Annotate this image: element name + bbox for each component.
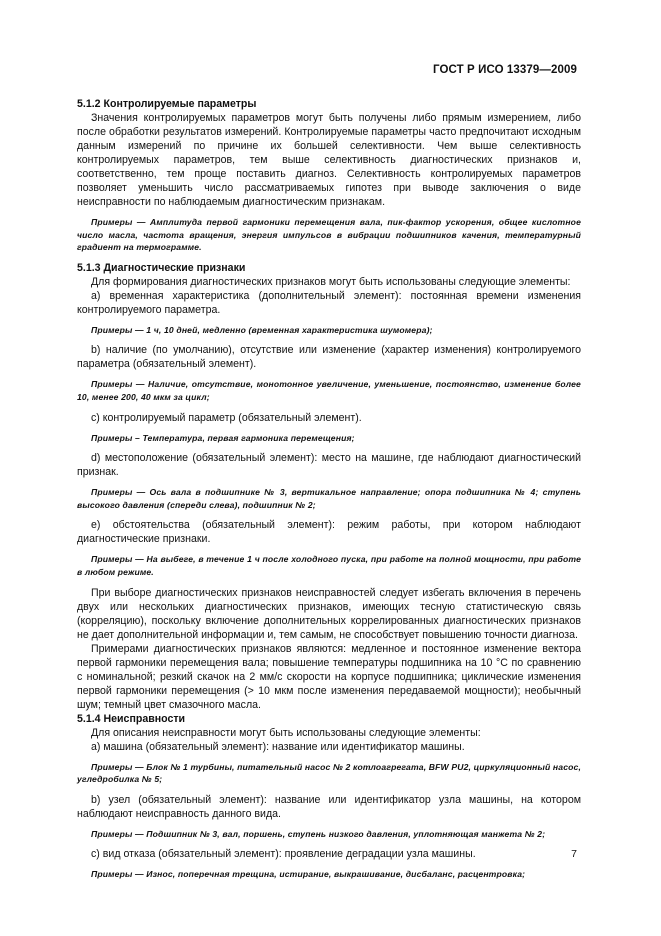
document-code-header: ГОСТ Р ИСО 13379—2009 bbox=[432, 64, 577, 76]
examples-note: Примеры – Температура, первая гармоника перемещения; bbox=[91, 432, 355, 443]
list-item: b) узел (обязательный элемент): название или идентификатор узла машины, на котором наблюдают неисправность данного вида. bbox=[77, 793, 581, 820]
paragraph: Примерами диагностических признаков являются: медленное и постоянное изменение вектора первой гармоники перемещения вала; повышение температуры подшипника на 10 °С по сравнению с номинальной; резкий скачок на 2 мм/с скорости на корпусе подшипника; циклические изменения первой гармоники перемещения (> 10 мкм после изменения передаваемой мощности); необычный шум; темный цвет смазочного масла. bbox=[77, 642, 581, 711]
examples-note: Примеры — На выбеге, в течение 1 ч после холодного пуска, при работе на полной мощности, при работе в любом режиме. bbox=[77, 554, 581, 577]
examples-note: Примеры — Амплитуда первой гармоники перемещения вала, пик-фактор ускорения, общее кислотное число масла, частота вращения, энергия импульсов в вибрации подшипников качения, температурный градиент на термограмме. bbox=[77, 217, 581, 253]
section-heading-5-1-4: 5.1.4 Неисправности bbox=[77, 712, 186, 725]
examples-note: Примеры — Износ, поперечная трещина, истирание, выкрашивание, дисбаланс, расцентровка; bbox=[91, 869, 526, 880]
section-heading-5-1-2: 5.1.2 Контролируемые параметры bbox=[77, 98, 257, 110]
page-number: 7 bbox=[571, 848, 577, 860]
list-item: b) наличие (по умолчанию), отсутствие или изменение (характер изменения) контролируемого параметра (обязательный элемент). bbox=[77, 344, 581, 371]
list-item: а) машина (обязательный элемент): название или идентификатор машины. bbox=[91, 740, 465, 753]
page-content bbox=[77, 97, 581, 888]
list-item: c) контролируемый параметр (обязательный элемент). bbox=[91, 411, 362, 424]
paragraph: Для описания неисправности могут быть использованы следующие элементы: bbox=[91, 726, 481, 739]
paragraph: Для формирования диагностических признаков могут быть использованы следующие элементы: bbox=[91, 275, 571, 288]
paragraph: Значения контролируемых параметров могут быть получены либо прямым измерением, либо после обработки результатов измерений. Контролируемые параметры часто предпочитают исходным данным измерений по причине их большей селективности. Чем выше селективность контролируемых параметров, тем выше селективность диагностических признаков и, соответственно, тем проще поставить диагноз. Селективность контролируемых параметров позволяет уменьшить число рассматриваемых гипотез при выводе заключения о виде неисправности по наблюдаемым диагностическим признакам. bbox=[77, 112, 581, 208]
list-item: c) вид отказа (обязательный элемент): проявление деградации узла машины. bbox=[91, 848, 476, 861]
examples-note: Примеры — Ось вала в подшипнике № 3, вертикальное направление; опора подшипника № 4; ступень высокого давления (спереди слева), подшипник № 2; bbox=[77, 487, 581, 510]
examples-note: Примеры — Подшипник № 3, вал, поршень, ступень низкого давления, уплотняющая манжета № 2; bbox=[91, 828, 546, 839]
list-item: e) обстоятельства (обязательный элемент): режим работы, при котором наблюдают диагностические признаки. bbox=[77, 519, 581, 546]
list-item: d) местоположение (обязательный элемент): место на машине, где наблюдают диагностический признак. bbox=[77, 452, 581, 479]
examples-note: Примеры — 1 ч, 10 дней, медленно (временная характеристика шумомера); bbox=[91, 324, 433, 335]
list-item: а) временная характеристика (дополнительный элемент): постоянная времени изменения контролируемого параметра. bbox=[77, 289, 581, 316]
section-heading-5-1-3: 5.1.3 Диагностические признаки bbox=[77, 261, 246, 274]
paragraph: При выборе диагностических признаков неисправностей следует избегать включения в перечень двух или нескольких диагностических признаков, имеющих тесную статистическую связь (корреляцию), поскольку включение дополнительных коррелированных диагностических признаков не дает дополнительной информации и, тем самым, не способствует повышению точности диагноза. bbox=[77, 586, 581, 641]
examples-note: Примеры — Блок № 1 турбины, питательный насос № 2 котлоагрегата, BFW PU2, циркуляционный насос, угледробилка № 5; bbox=[77, 761, 581, 785]
examples-note: Примеры — Наличие, отсутствие, монотонное увеличение, уменьшение, постоянство, изменение более 10, менее 200, 40 мкм за цикл; bbox=[77, 379, 581, 402]
